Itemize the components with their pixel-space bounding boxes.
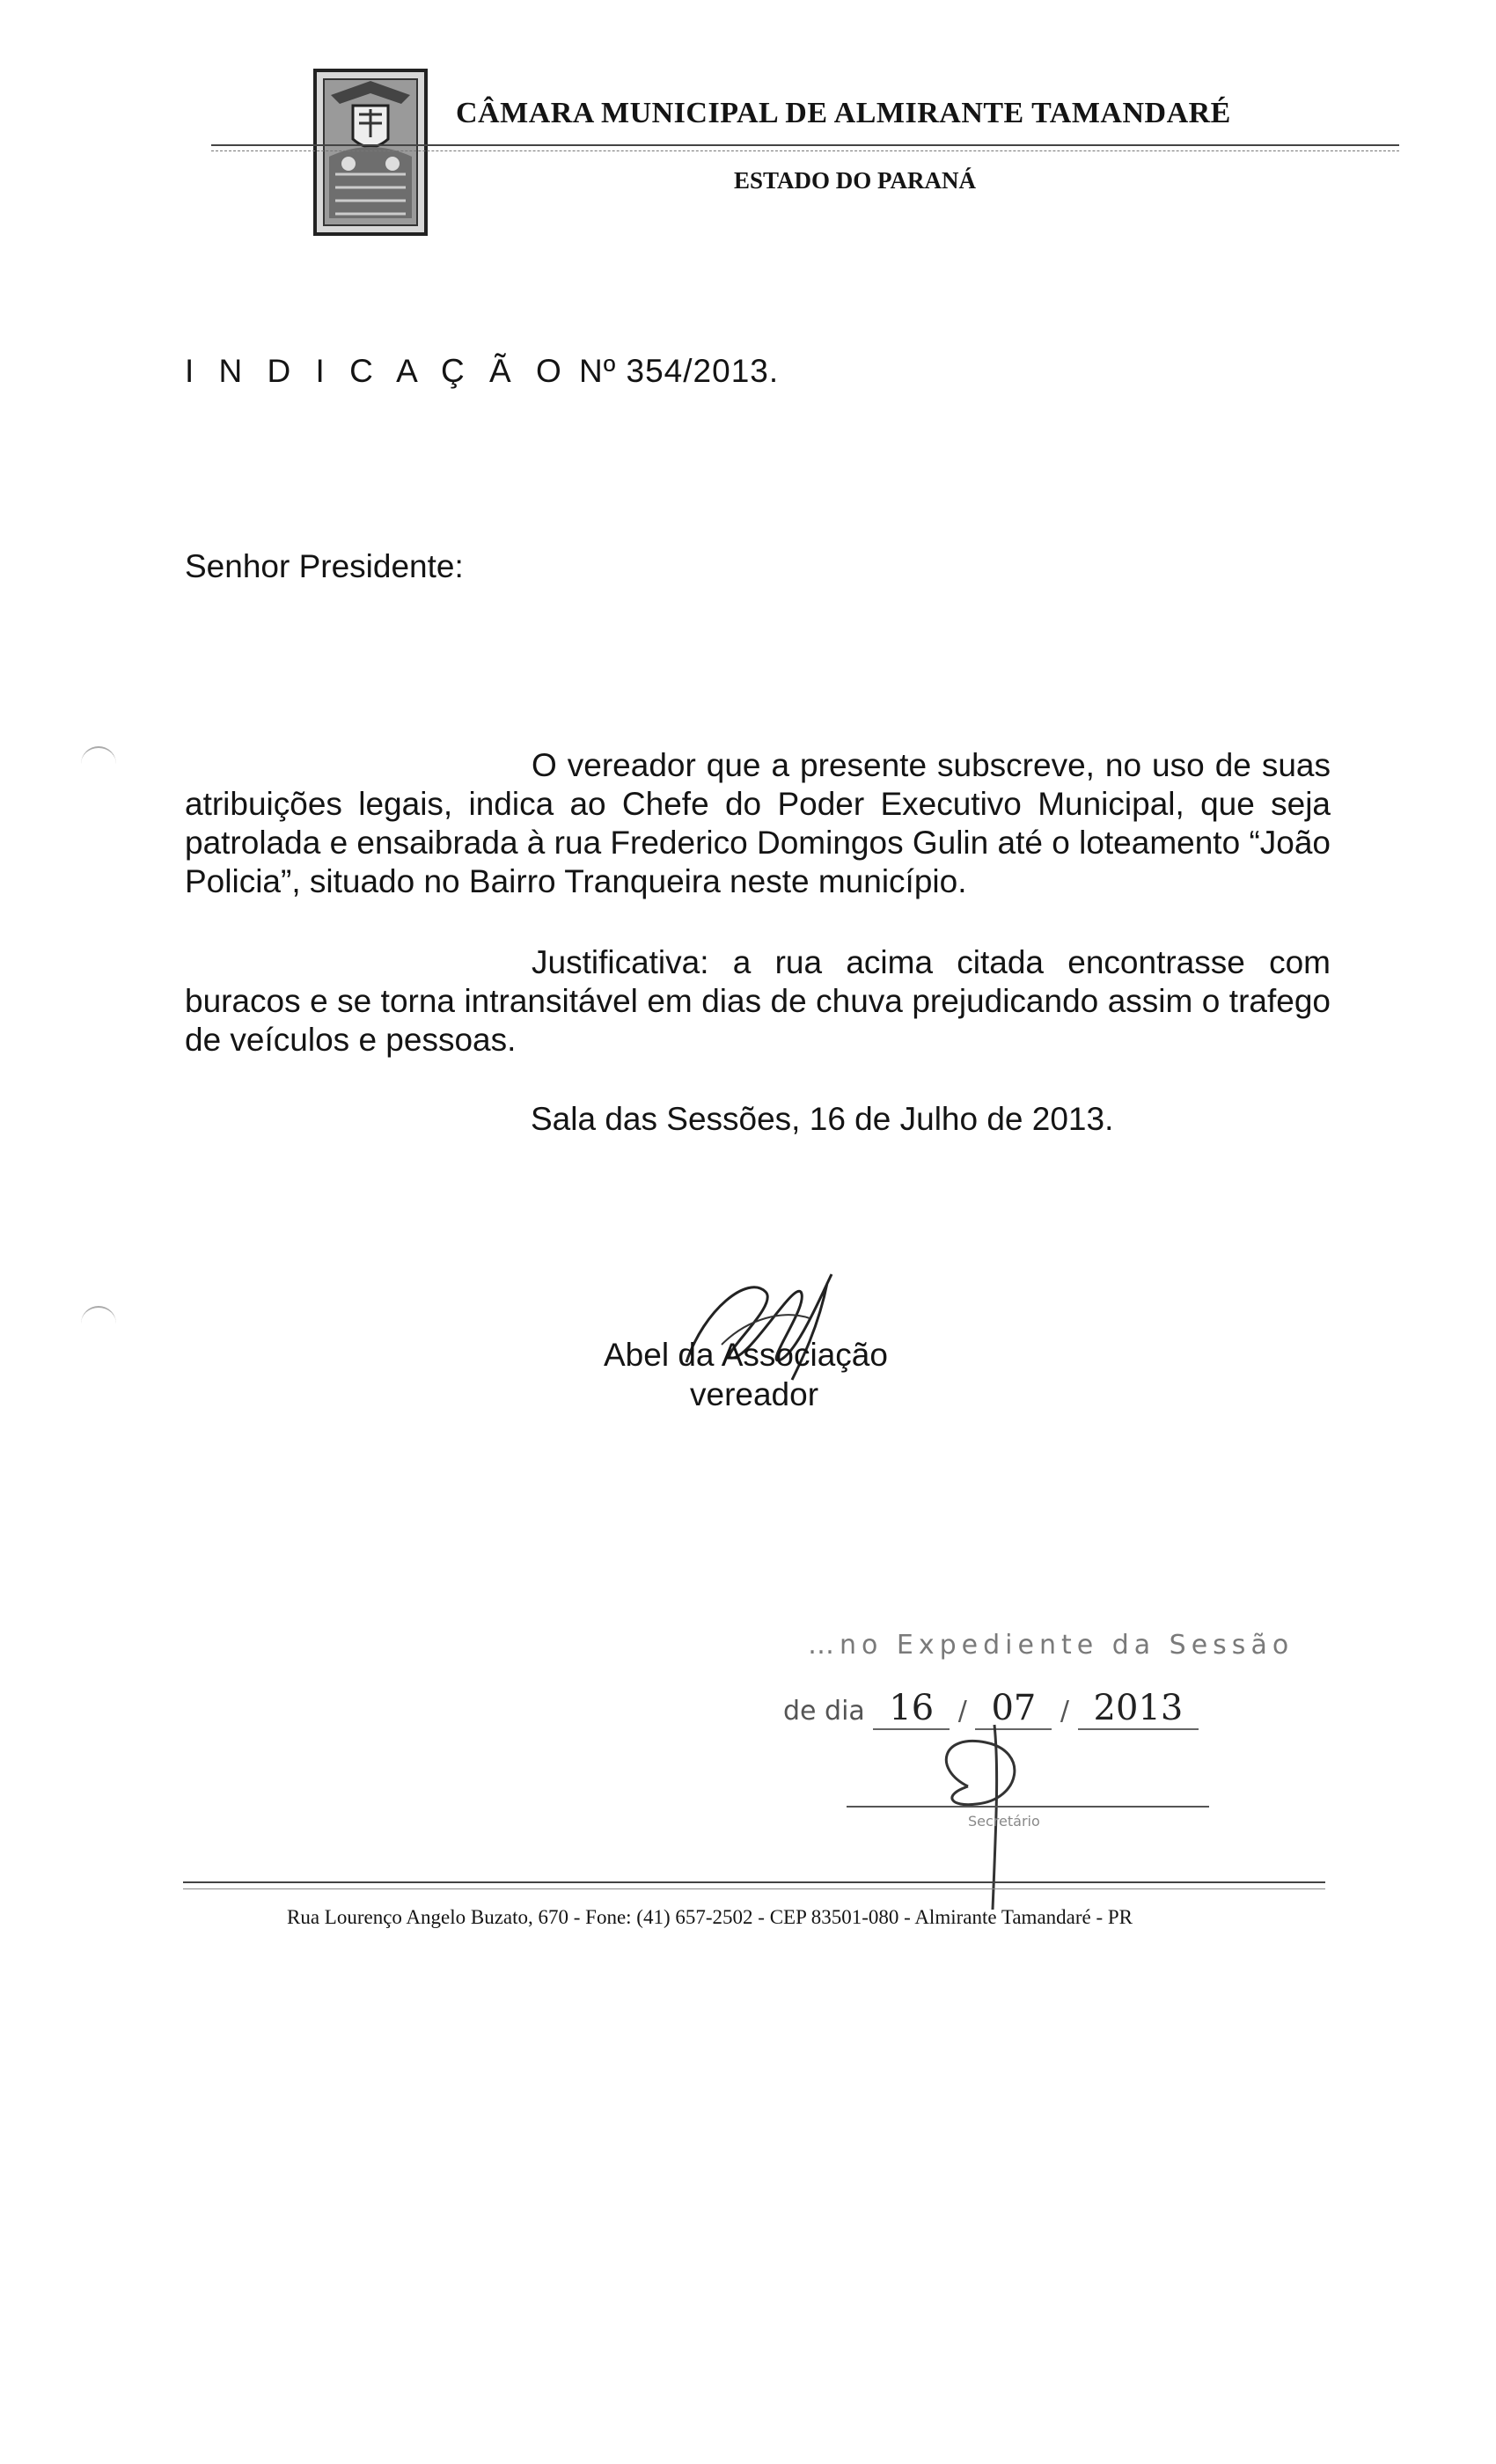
- stamp-day: 16: [873, 1688, 950, 1730]
- closing-date: Sala das Sessões, 16 de Julho de 2013.: [531, 1101, 1114, 1137]
- document-number: [185, 352, 779, 391]
- stamp-heading: …no Expediente da Sessão: [808, 1630, 1294, 1661]
- institution-name: CÂMARA MUNICIPAL DE ALMIRANTE TAMANDARÉ: [456, 97, 1231, 129]
- header-rule: [211, 144, 1399, 146]
- footer-rule: [183, 1881, 1325, 1883]
- stamp-year: 2013: [1078, 1688, 1199, 1730]
- stamp-date-prefix: de dia: [783, 1696, 865, 1727]
- header-rule-dashed: [211, 150, 1399, 151]
- indicacao-number: Nº 354/2013.: [568, 353, 780, 389]
- stamp-signature-line: [847, 1806, 1209, 1808]
- stamp-month: 07: [975, 1688, 1052, 1730]
- state-name: ESTADO DO PARANÁ: [734, 167, 977, 194]
- stamp-secretary-label: Secretário: [968, 1813, 1040, 1830]
- signer-role: vereador: [690, 1376, 819, 1412]
- stamp-date: de dia 16 / 07 / 2013: [783, 1688, 1199, 1728]
- paragraph-1-text: O vereador que a presente subscreve, no uso de suas atribuições legais, indica ao Chefe do Poder Executivo Municipal, que seja patrolada e ensaibrada à rua Frederico Domingos Gulin até o loteamento “João Policia”, situado no Bairro Tranqueira neste município.: [185, 747, 1331, 899]
- salutation: Senhor Presidente:: [185, 548, 464, 584]
- punch-hole-mark: [81, 1306, 116, 1324]
- punch-hole-mark: [81, 746, 116, 764]
- footer-rule-thin: [183, 1888, 1325, 1889]
- body-paragraph-2: [185, 943, 1331, 1060]
- paragraph-2-text: Justificativa: a rua acima citada encontrasse com buracos e se torna intransitável em dias de chuva prejudicando assim o trafego de veículos e pessoas.: [185, 944, 1331, 1058]
- blank-area: [0, 2077, 1496, 2464]
- coat-of-arms-icon: [313, 69, 428, 236]
- footer-address: Rua Lourenço Angelo Buzato, 670 - Fone: (41) 657-2502 - CEP 83501-080 - Almirante Tamandaré - PR: [287, 1906, 1133, 1928]
- indicacao-label: I N D I C A Ç Ã O: [185, 353, 569, 389]
- body-paragraph-1: [185, 746, 1331, 901]
- signer-name: Abel da Associação: [604, 1337, 888, 1373]
